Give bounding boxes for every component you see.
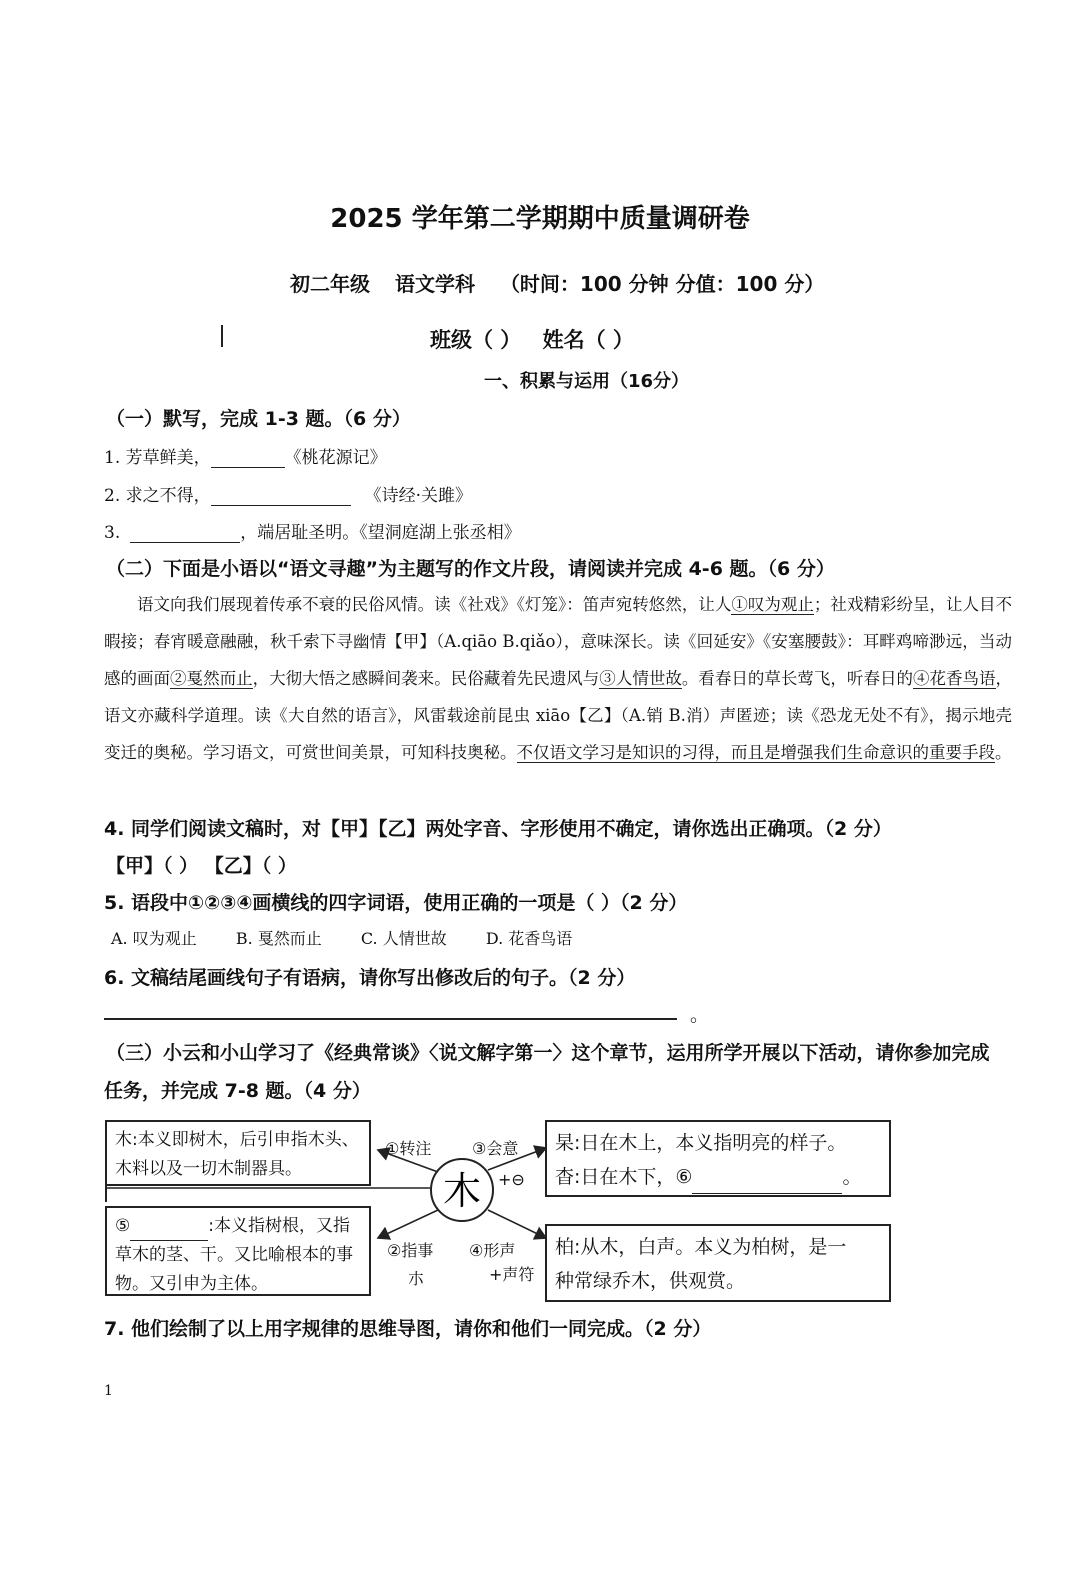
page-number: 1	[104, 1383, 113, 1399]
part3-heading-line2: 任务，并完成 7-8 题。（4 分）	[104, 1080, 371, 1102]
underlined-phrase: ②戛然而止	[170, 669, 253, 688]
question-6: 6. 文稿结尾画线句子有语病，请你写出修改后的句子。（2 分）	[104, 967, 636, 989]
answer-line-end: 。	[690, 1004, 710, 1026]
arrow-zhishi	[378, 1210, 438, 1238]
question-4: 4. 同学们阅读文稿时，对【甲】【乙】两处字音、字形使用不确定，请你选出正确项。（2 分）	[104, 818, 892, 840]
box-mu: 木:本义即树木，后引申指木头、 木料以及一切木制器具。	[105, 1120, 371, 1186]
option-d[interactable]: D. 花香鸟语	[485, 929, 573, 948]
underlined-sentence: 不仅语文学习是知识的习得，而且是增强我们生命意识的重要手段	[516, 743, 995, 762]
answer-blank-6[interactable]	[692, 1173, 842, 1194]
label-xingsheng-sub: +声符	[489, 1265, 535, 1284]
box-gao-yao: 杲:日在木上，本义指明亮的样子。 杳:日在木下，⑥ 。	[545, 1120, 891, 1197]
class-name-line	[430, 324, 634, 354]
arrow-xingsheng	[488, 1210, 546, 1238]
answer-blank[interactable]	[211, 487, 351, 506]
page-title: 2025 学年第二学期期中质量调研卷	[330, 204, 750, 234]
margin-mark	[221, 325, 223, 347]
label-zhishi-glyph: 朩	[408, 1269, 425, 1288]
subject-label: 语文学科	[394, 272, 475, 296]
question-2: 2. 求之不得， 《诗经·关雎》	[104, 486, 473, 506]
option-b[interactable]: B. 戛然而止	[235, 929, 322, 948]
option-c[interactable]: C. 人情世故	[360, 929, 447, 948]
answer-line[interactable]	[104, 1018, 677, 1020]
box-ben: ⑤ :本义指树根，又指 草木的茎、干。又比喻根本的事 物。又引申为主体。	[105, 1206, 371, 1296]
reading-passage: 语文向我们展现着传承不衰的民俗风情。读《社戏》《灯笼》：笛声宛转悠然，让人①叹为观止；社戏精彩纷呈，让人目不暇接；春宵暖意融融，秋千索下寻幽情【甲】（A.qiāo B.qiǎo），意味深长。读《回延安》《安塞腰鼓》：耳畔鸡啼渺远，当动感的画面②戛然而止，大彻大悟之感瞬间袭来。民俗藏着先民遗风与③人情世故。看春日的草长莺飞，听春日的④花香鸟语，语文亦藏科学道理。读《大自然的语言》，风雷载途前昆虫 xiāo【乙】（A.销 B.消）声匿迹；读《恐龙无处不有》，揭示地壳变迁的奥秘。学习语文，可赏世间美景，可知科技奥秘。不仅语文学习是知识的习得，而且是增强我们生命意识的重要手段。	[104, 595, 1013, 762]
exam-subtitle	[290, 268, 842, 297]
box-bai: 柏:从木，白声。本义为柏树，是一 种常绿乔木，供观赏。	[545, 1224, 891, 1302]
underlined-phrase: ④花香鸟语	[912, 669, 996, 688]
name-field[interactable]: 姓名（ ）	[542, 328, 634, 352]
grade-label: 初二年级	[290, 272, 370, 296]
answer-blank[interactable]	[211, 449, 285, 468]
option-a[interactable]: A. 叹为观止	[111, 929, 197, 948]
answer-blank[interactable]	[130, 524, 240, 543]
question-3: 3. ，端居耻圣明。《望洞庭湖上张丞相》	[104, 523, 521, 543]
mind-map	[100, 1110, 900, 1306]
underlined-phrase: ①叹为观止	[731, 595, 814, 614]
question-5-options	[111, 926, 606, 949]
part1-heading: （一）默写，完成 1-3 题。（6 分）	[106, 408, 411, 430]
answer-blank-5[interactable]	[130, 1224, 208, 1241]
underlined-phrase: ③人情世故	[599, 669, 682, 688]
class-field[interactable]: 班级（ ）	[430, 328, 522, 352]
part3-heading-line1: （三）小云和小山学习了《经典常谈》〈说文解字第一〉这个章节，运用所学开展以下活动，请你参加完成	[106, 1042, 990, 1064]
label-zhuanzhu: ①转注	[385, 1139, 432, 1158]
question-4-answer[interactable]: 【甲】（ ） 【乙】（ ）	[106, 855, 297, 877]
label-zhishi: ②指事	[387, 1241, 434, 1260]
question-5: 5. 语段中①②③④画横线的四字词语，使用正确的一项是（ ）（2 分）	[104, 892, 688, 914]
label-huiyi-sub: +⊖	[498, 1170, 525, 1189]
time-score-label: （时间：100 分钟 分值：100 分）	[499, 272, 825, 296]
question-7: 7. 他们绘制了以上用字规律的思维导图，请你和他们一同完成。（2 分）	[104, 1318, 712, 1340]
label-xingsheng: ④形声	[469, 1241, 516, 1260]
section-title: 一、积累与运用（16分）	[484, 371, 690, 392]
label-huiyi: ③会意	[472, 1139, 519, 1158]
question-1: 1. 芳草鲜美， 《桃花源记》	[104, 448, 387, 468]
ancient-mu-glyph: 木	[442, 1169, 482, 1213]
part2-heading: （二）下面是小语以“语文寻趣”为主题写的作文片段，请阅读并完成 4-6 题。（6 分）	[106, 558, 835, 580]
